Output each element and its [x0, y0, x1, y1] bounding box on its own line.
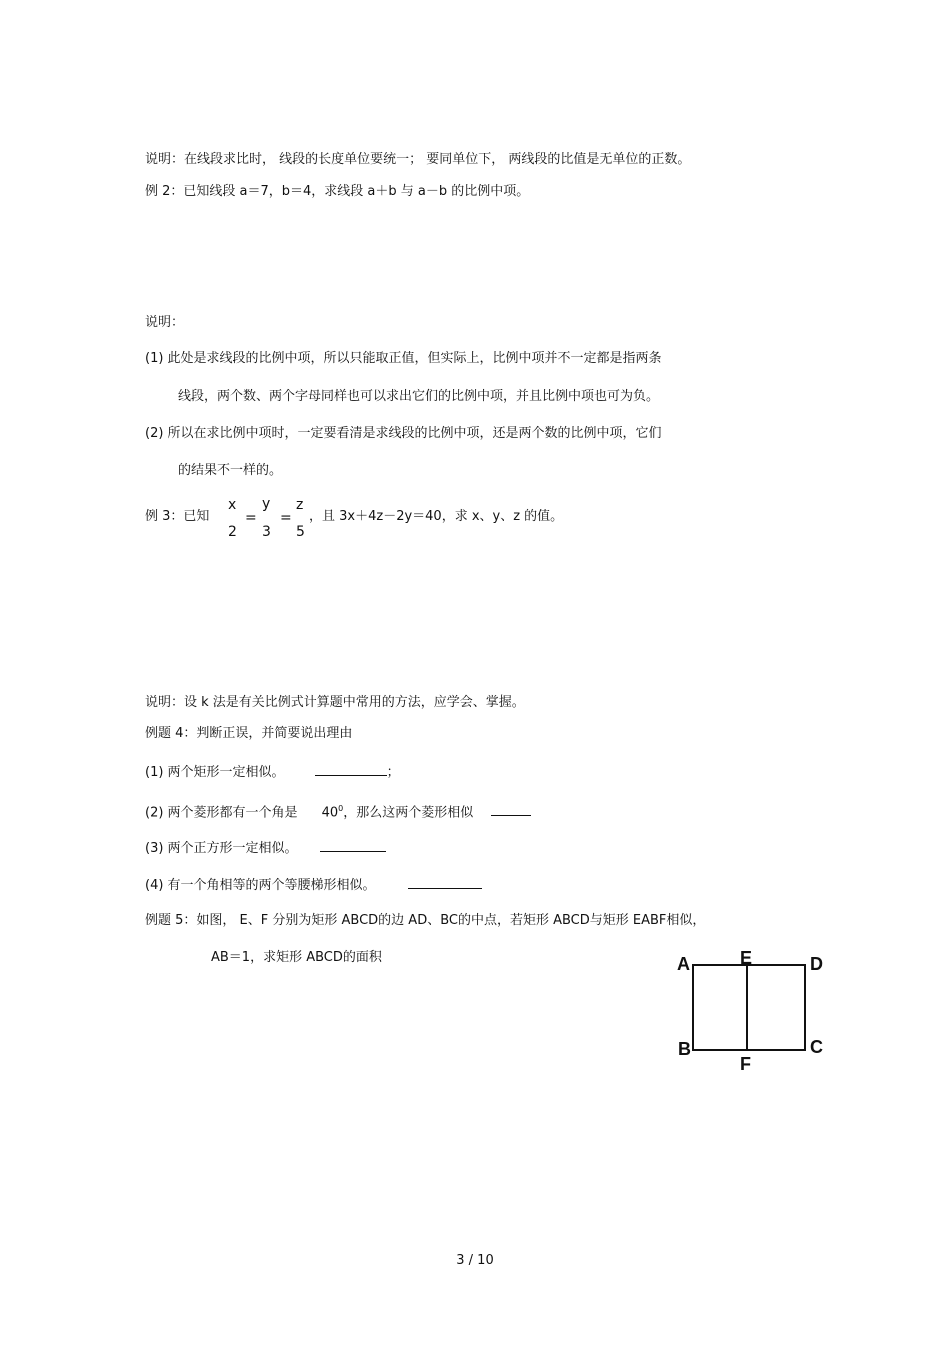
label-b: B	[678, 1039, 691, 1059]
example-5-line-1: 例题 5：如图， E、F 分别为矩形 ABCD的边 AD、BC的中点，若矩形 ABCD与矩形 EABF相似，	[145, 913, 706, 928]
item-2-text-a: (2) 两个菱形都有一个角是	[145, 805, 298, 821]
fraction-z-denominator: 5	[296, 524, 305, 540]
note-2-point-2a: (2) 所以在求比例中项时，一定要看清是求线段的比例中项，还是两个数的比例中项，它们	[145, 426, 662, 441]
example-4-title: 例题 4：判断正误，并简要说出理由	[145, 726, 353, 741]
item-2-text-b: ，那么这两个菱形相似	[343, 805, 474, 821]
note-2-point-2b: 的结果不一样的。	[178, 463, 283, 478]
item-1-text: (1) 两个矩形一定相似。	[145, 765, 285, 780]
label-e: E	[740, 948, 753, 968]
example-3-suffix: ，且 3x＋4z－2y＝40，求 x、y、z 的值。	[309, 509, 564, 524]
note-2-title: 说明：	[145, 315, 185, 330]
answer-blank-3[interactable]	[320, 839, 386, 852]
note-2-point-1a: (1) 此处是求线段的比例中项，所以只能取正值，但实际上，比例中项并不一定都是指两条	[145, 351, 662, 366]
fraction-z-numerator: z	[296, 497, 304, 513]
answer-blank-1[interactable]	[315, 763, 387, 776]
label-f: F	[740, 1054, 751, 1074]
example-4-item-4	[145, 876, 482, 894]
label-c: C	[810, 1037, 823, 1057]
equals-sign-2: =	[280, 510, 292, 526]
example-4-item-2	[145, 801, 531, 821]
note-unit: 说明：在线段求比时， 线段的长度单位要统一； 要同单位下， 两线段的比值是无单位的正数。	[145, 152, 691, 167]
page-number: 3 / 10	[456, 1253, 494, 1268]
example-4-item-1	[145, 763, 400, 781]
fraction-y-numerator: y	[262, 496, 271, 512]
label-a: A	[677, 954, 690, 974]
fraction-x-denominator: 2	[228, 524, 237, 540]
answer-blank-2[interactable]	[491, 803, 531, 816]
degree-superscript: 0	[338, 804, 344, 813]
answer-blank-4[interactable]	[408, 876, 482, 889]
item-3-text: (3) 两个正方形一定相似。	[145, 841, 298, 856]
item-4-text: (4) 有一个角相等的两个等腰梯形相似。	[145, 878, 376, 893]
equals-sign-1: =	[245, 510, 257, 526]
note-3: 说明：设 k 法是有关比例式计算题中常用的方法，应学会、掌握。	[145, 695, 525, 710]
rectangle-figure	[672, 945, 832, 1075]
note-2-point-1b: 线段，两个数、两个字母同样也可以求出它们的比例中项，并且比例中项也可为负。	[178, 389, 660, 404]
example-5-line-2: AB＝1，求矩形 ABCD的面积	[211, 950, 382, 965]
example-4-item-3	[145, 839, 386, 857]
fraction-x-numerator: x	[228, 497, 237, 513]
item-1-end: ；	[386, 765, 400, 780]
rectangle-abcd	[693, 965, 805, 1050]
fraction-y-denominator: 3	[262, 524, 271, 540]
example-2: 例 2：已知线段 a＝7，b＝4，求线段 a＋b 与 a－b 的比例中项。	[145, 184, 530, 199]
example-3-prefix: 例 3：已知	[145, 509, 210, 524]
angle-value: 40	[321, 805, 339, 821]
label-d: D	[810, 954, 823, 974]
